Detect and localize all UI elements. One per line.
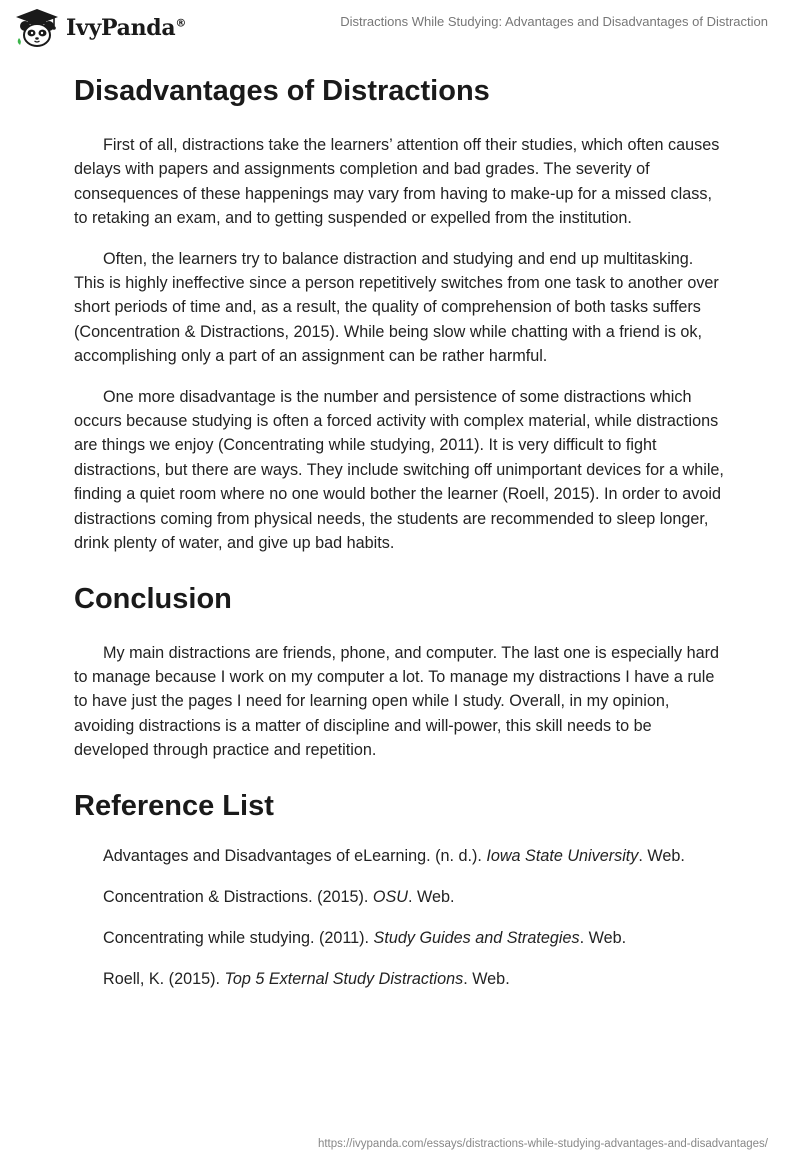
paragraph: My main distractions are friends, phone, and computer. The last one is especially hard to manage because I work on my computer a lot. To manage my distractions I have a rule to have just the pages I need for learning open while I study. Overall, in my opinion, avoiding distractions is a matter of discipline and will-power, this skill needs to be developed through practice and repetition.	[74, 643, 720, 760]
page-header	[0, 0, 800, 60]
essay-content	[74, 72, 726, 1008]
heading-reference-list: Reference List	[74, 789, 274, 822]
panda-graduate-icon	[14, 8, 60, 48]
paragraph: First of all, distractions take the learners’ attention off their studies, which often causes delays with papers and assignments completion and bad grades. The severity of consequences of these happenings may vary from having to make-up for a missed class, to retaking an exam, and to getting suspended or expelled from the institution.	[74, 136, 720, 228]
document-title: Distractions While Studying: Advantages and Disadvantages of Distraction	[340, 14, 768, 29]
ivypanda-logo[interactable]	[14, 8, 186, 48]
reference-item: Advantages and Disadvantages of eLearning. (n. d.). Iowa State University. Web.	[103, 846, 685, 865]
heading-disadvantages: Disadvantages of Distractions	[74, 75, 490, 107]
paragraph: Often, the learners try to balance distraction and studying and end up multitasking. This is highly ineffective since a person repetitively switches from one task to another over short periods of time and, as a result, the quality of comprehension of both tasks suffers (Concentration & Distractions, 2015). While being slow while chatting with a friend is ok, accomplishing only a part of an assignment can be rather harmful.	[74, 249, 719, 366]
heading-conclusion: Conclusion	[74, 582, 232, 615]
registered-mark: ®	[175, 16, 187, 30]
source-url-link[interactable]: https://ivypanda.com/essays/distractions-while-studying-advantages-and-disadvantages/	[317, 1138, 768, 1150]
reference-item: Concentrating while studying. (2011). Study Guides and Strategies. Web.	[103, 928, 627, 947]
reference-item: Concentration & Distractions. (2015). OSU. Web.	[103, 887, 455, 906]
reference-list	[74, 844, 726, 991]
logo-wordmark: IvyPanda®	[66, 15, 187, 41]
paragraph: One more disadvantage is the number and persistence of some distractions which occurs because studying is often a forced activity with complex material, while distractions are things we enjoy (Concentrating while studying, 2011). It is very difficult to fight distractions, but there are ways. They include switching off unimportant devices for a while, finding a quiet room where no one would bother the learner (Roell, 2015). In order to avoid distractions coming from physical needs, the students are recommended to sleep longer, drink plenty of water, and give up bad habits.	[74, 387, 724, 553]
reference-item: Roell, K. (2015). Top 5 External Study Distractions. Web.	[103, 969, 510, 988]
